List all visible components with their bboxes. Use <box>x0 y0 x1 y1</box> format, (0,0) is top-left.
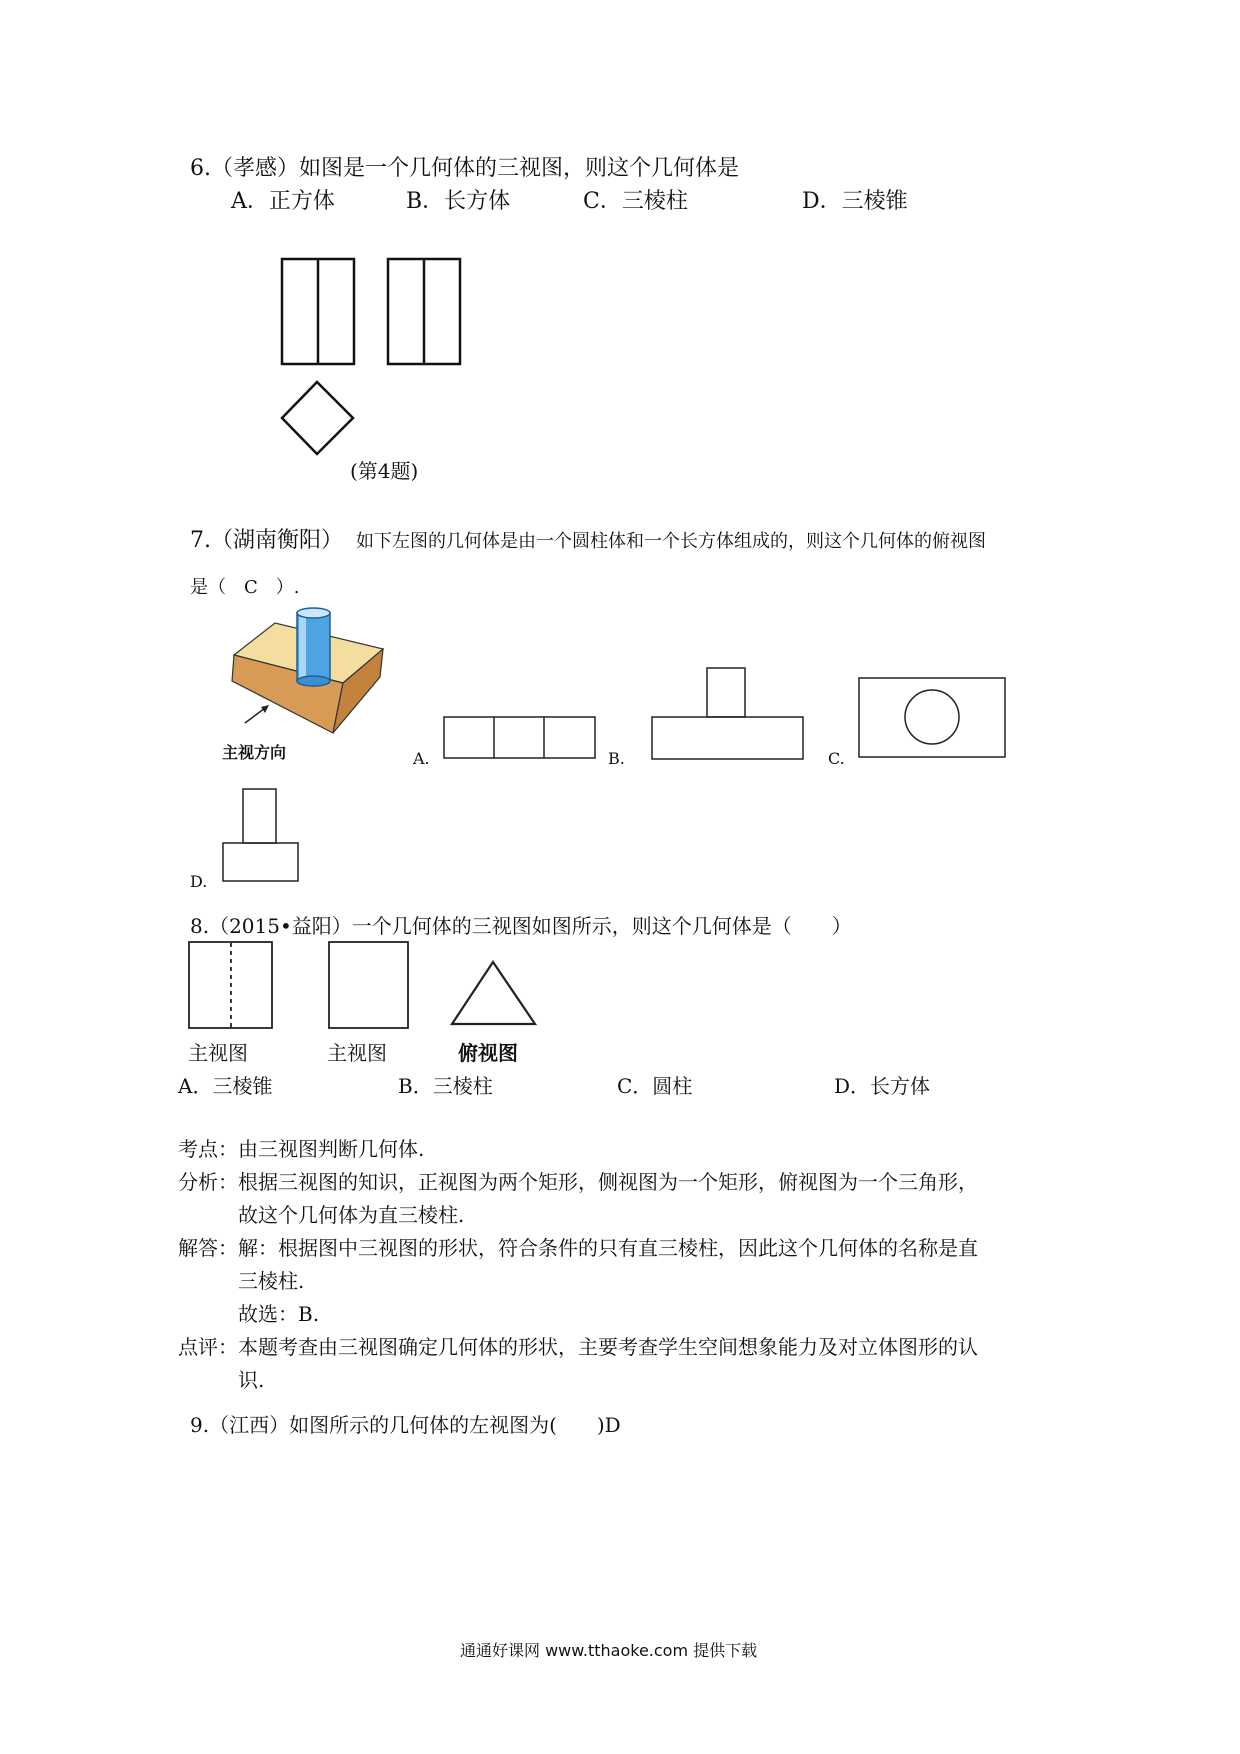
answer-fenxi-line1: 分析：根据三视图的知识，正视图为两个矩形，侧视图为一个矩形，俯视图为一个三角形， <box>178 1170 978 1194</box>
q8-view-label-1: 主视图 <box>188 1041 248 1065</box>
q7-stem-line2: 是（ C ）. <box>190 577 300 598</box>
q7-solid-figure <box>225 605 395 745</box>
q6-option-b: B．长方体 <box>406 189 511 214</box>
q8-option-b: B．三棱柱 <box>398 1074 493 1098</box>
q8-side-view-figure <box>326 939 411 1029</box>
answer-dianping-line1: 点评：本题考查由三视图确定几何体的形状，主要考查学生空间想象能力及对立体图形的认 <box>178 1335 978 1359</box>
q9-stem: 9.（江西）如图所示的几何体的左视图为( )D <box>190 1413 621 1437</box>
page-footer: 通通好课网 www.tthaoke.com 提供下载 <box>460 1641 758 1660</box>
q7-option-c-figure <box>855 675 1010 760</box>
answer-jieda-line3: 故选：B. <box>238 1302 320 1326</box>
q7-option-a-figure <box>440 713 600 763</box>
q7-solid-label: 主视方向 <box>222 743 287 762</box>
q8-top-view-figure <box>449 958 539 1028</box>
q7-option-a-label: A. <box>413 749 430 768</box>
q8-option-d: D．长方体 <box>834 1074 931 1098</box>
q7-option-b-figure <box>650 665 810 765</box>
q6-option-c: C．三棱柱 <box>583 189 688 214</box>
q8-view-label-2: 主视图 <box>327 1041 387 1065</box>
q6-top-view <box>282 382 353 454</box>
q8-option-a: A．三棱锥 <box>178 1074 273 1098</box>
q7-stem-number: 7.（湖南衡阳） <box>190 528 343 553</box>
answer-jieda-line1: 解答：解：根据图中三视图的形状，符合条件的只有直三棱柱，因此这个几何体的名称是直 <box>178 1236 978 1260</box>
q7-stem-text: 如下左图的几何体是由一个圆柱体和一个长方体组成的，则这个几何体的俯视图 <box>356 531 986 552</box>
answer-jieda-line2: 三棱柱. <box>238 1269 305 1293</box>
q8-front-view-figure <box>186 939 276 1029</box>
q6-figure-caption: (第4题) <box>350 459 419 483</box>
answer-fenxi-line2: 故这个几何体为直三棱柱. <box>238 1203 465 1227</box>
q6-three-views-figure <box>270 250 470 460</box>
q8-stem: 8.（2015•益阳）一个几何体的三视图如图所示，则这个几何体是（ ） <box>190 914 852 938</box>
q7-option-c-label: C. <box>828 749 845 768</box>
q8-option-c: C．圆柱 <box>617 1074 693 1098</box>
answer-kaodian: 考点：由三视图判断几何体. <box>178 1137 425 1161</box>
q7-option-d-label: D. <box>190 872 208 891</box>
q7-option-d-figure <box>218 785 303 885</box>
q7-option-b-label: B. <box>608 749 625 768</box>
q6-stem: 6.（孝感）如图是一个几何体的三视图，则这个几何体是 <box>190 156 739 181</box>
q8-view-label-3: 俯视图 <box>458 1041 518 1065</box>
answer-dianping-line2: 识. <box>238 1368 265 1392</box>
q7-view-direction-arrow <box>245 708 265 723</box>
q6-option-d: D．三棱锥 <box>802 189 908 214</box>
q6-option-a: A．正方体 <box>231 189 335 214</box>
